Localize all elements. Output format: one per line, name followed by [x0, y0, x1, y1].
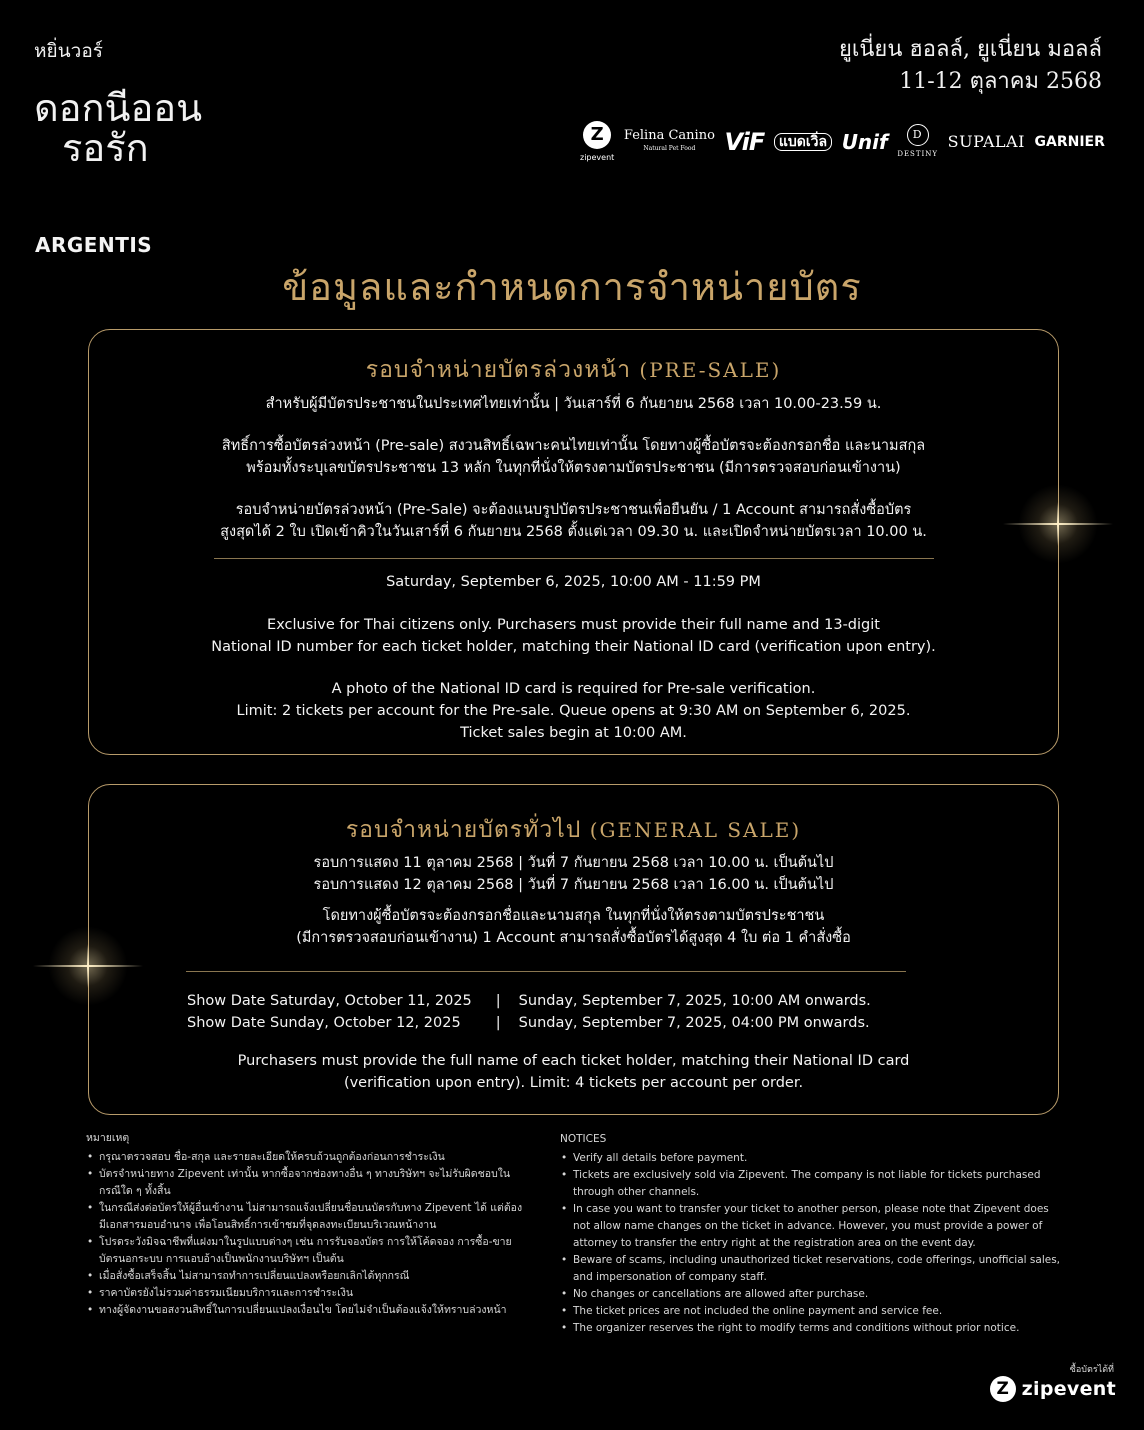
sponsor-vif-logo: ViF — [724, 128, 765, 156]
sponsor-logos — [580, 118, 1105, 166]
list-item: • Tickets are exclusively sold via Zipevent. The company is not liable for tickets purchased through other channels. — [560, 1167, 1065, 1201]
list-item: • ในกรณีส่งต่อบัตรให้ผู้อื่นเข้างาน ไม่สามารถแจ้งเปลี่ยนชื่อบนบัตรกับทาง Zipevent ได้ แต่ต้องมีเอกสารมอบอำนาจ เพื่อโอนสิทธิ์การเข้าชมที่จุดลงทะเบียนบริเวณหน้างาน — [86, 1200, 526, 1234]
general-th-schedule: รอบการแสดง 11 ตุลาคม 2568 | วันที่ 7 กันยายน 2568 เวลา 10.00 น. เป็นต้นไป รอบการแสดง 12 ตุลาคม 2568 | วันที่ 7 กันยายน 2568 เวลา 16.00 น. เป็นต้นไป — [313, 855, 834, 893]
show-logo-line1: ดอกนีออน — [34, 86, 203, 130]
general-en-schedule — [187, 990, 871, 1034]
general-th-paragraph: โดยทางผู้ซื้อบัตรจะต้องกรอกชื่อและนามสกุล ในทุกที่นั่งให้ตรงตามบัตรประชาชน (มีการตรวจสอบก่อนเข้างาน) 1 Account สามารถสั่งซื้อบัตรได้สูงสุด 4 ใบ ต่อ 1 คำสั่งซื้อ — [296, 908, 851, 946]
list-item: • The organizer reserves the right to modify terms and conditions without prior notice. — [560, 1320, 1065, 1337]
sponsor-zipevent-logo: Z zipevent — [580, 121, 614, 164]
show-logo — [34, 88, 224, 168]
sponsor-bad-logo: แบดเวิ่ล — [774, 133, 832, 151]
list-item: • เมื่อสั่งซื้อเสร็จสิ้น ไม่สามารถทำการเปลี่ยนแปลงหรือยกเลิกได้ทุกกรณี — [86, 1268, 526, 1285]
show-logo-line2: รอรัก — [62, 126, 149, 170]
zipevent-icon: Z — [990, 1376, 1016, 1402]
sponsor-supalai-logo: SUPALAI — [947, 132, 1025, 151]
list-item: • กรุณาตรวจสอบ ชื่อ-สกุล และรายละเอียดให้ครบถ้วนถูกต้องก่อนการชำระเงิน — [86, 1149, 526, 1166]
general-sale-box — [88, 784, 1059, 1115]
list-item: • ราคาบัตรยังไม่รวมค่าธรรมเนียมบริการและการชำระเงิน — [86, 1285, 526, 1302]
general-en-paragraph: Purchasers must provide the full name of each ticket holder, matching their National ID card (verification upon entry). Limit: 4 tickets per account per order. — [237, 1053, 910, 1091]
page-title: ข้อมูลและกำหนดการจำหน่ายบัตร — [282, 265, 862, 309]
event-date: 11-12 ตุลาคม 2568 — [899, 69, 1102, 94]
schedule-row: Show Date Saturday, October 11, 2025 | Sunday, September 7, 2025, 10:00 AM onwards. — [187, 993, 871, 1009]
list-item: • The ticket prices are not included the online payment and service fee. — [560, 1303, 1065, 1320]
sponsor-unif-logo: Unif — [841, 130, 888, 154]
presale-th-paragraph-1: สิทธิ์การซื้อบัตรล่วงหน้า (Pre-sale) สงวนสิทธิ์เฉพาะคนไทยเท่านั้น โดยทางผู้ซื้อบัตรจะต้องกรอกชื่อ และนามสกุล พร้อมทั้งระบุเลขบัตรประชาชน 13 หลัก ในทุกที่นั่งให้ตรงตามบัตรประชาชน (มีการตรวจสอบก่อนเข้างาน) — [221, 438, 926, 476]
list-item: • Verify all details before payment. — [560, 1150, 1065, 1167]
presale-th-paragraph-2: รอบจำหน่ายบัตรล่วงหน้า (Pre-Sale) จะต้องแนบรูปบัตรประชาชนเพื่อยืนยัน / 1 Account สามารถสั่งซื้อบัตร สูงสุดได้ 2 ใบ เปิดเข้าคิวในวันเสาร์ที่ 6 กันยายน 2568 ตั้งแต่เวลา 09.30 น. และเปิดจำหน่ายบัตรเวลา 10.00 น. — [220, 502, 927, 540]
zipevent-logo[interactable] — [990, 1376, 1116, 1402]
zipevent-wordmark: zipevent — [1021, 1378, 1116, 1400]
presale-title: รอบจำหน่ายบัตรล่วงหน้า (PRE-SALE) — [365, 357, 782, 383]
organizer-logo: ARGENTIS — [35, 233, 153, 257]
buy-at-label: ซื้อบัตรได้ที่ — [1069, 1365, 1114, 1375]
presale-th-line: สำหรับผู้มีบัตรประชาชนในประเทศไทยเท่านั้น | วันเสาร์ที่ 6 กันยายน 2568 เวลา 10.00-23.59 น. — [265, 396, 882, 412]
general-sale-title: รอบจำหน่ายบัตรทั่วไป (GENERAL SALE) — [345, 817, 802, 843]
list-item: • No changes or cancellations are allowed after purchase. — [560, 1286, 1065, 1303]
notes-thai — [86, 1130, 526, 1319]
notes-english-heading: NOTICES — [560, 1133, 607, 1145]
sponsor-felina-canino-logo: Felina Canino Natural Pet Food — [623, 128, 715, 152]
list-item: • โปรดระวังมิจฉาชีพที่แฝงมาในรูปแบบต่างๆ เช่น การรับจองบัตร การให้โค้ดจอง การซื้อ-ขาย บัตรนอกระบบ การแอบอ้างเป็นพนักงานบริษัทฯ เป็นต้น — [86, 1234, 526, 1268]
divider — [214, 558, 934, 559]
venue-block — [839, 34, 1102, 98]
presale-en-paragraph-2: A photo of the National ID card is required for Pre-sale verification. Limit: 2 tickets per account for the Pre-sale. Queue opens at 9:30 AM on September 6, 2025. Ticket sales begin at 10:00 AM. — [236, 681, 911, 741]
divider — [186, 971, 906, 972]
presale-en-paragraph-1: Exclusive for Thai citizens only. Purchasers must provide their full name and 13-digit National ID number for each ticket holder, matching their National ID card (verification upon entry). — [211, 617, 936, 655]
notes-thai-heading: หมายเหตุ — [86, 1132, 130, 1144]
sponsor-garnier-logo: GARNIER — [1034, 134, 1105, 150]
list-item: • Beware of scams, including unauthorized ticket reservations, code offerings, unofficial sales, and impersonation of company staff. — [560, 1252, 1065, 1286]
venue-name: ยูเนี่ยน ฮอลล์, ยูเนี่ยน มอลล์ — [838, 37, 1102, 62]
sponsor-destiny-logo: D DESTINY — [897, 124, 938, 160]
notes-english — [560, 1131, 1065, 1337]
list-item: • In case you want to transfer your ticket to another person, please note that Zipevent does not allow name changes on the ticket in advance. However, you must provide a power of attorney to transfer the entry right at the registration area on the event day. — [560, 1201, 1065, 1252]
list-item: • ทางผู้จัดงานขอสงวนสิทธิ์ในการเปลี่ยนแปลงเงื่อนไข โดยไม่จำเป็นต้องแจ้งให้ทราบล่วงหน้า — [86, 1302, 526, 1319]
presale-box — [88, 329, 1059, 755]
presale-en-date: Saturday, September 6, 2025, 10:00 AM - 11:59 PM — [386, 574, 761, 590]
list-item: • บัตรจำหน่ายทาง Zipevent เท่านั้น หากซื้อจากช่องทางอื่น ๆ ทางบริษัทฯ จะไม่รับผิดชอบในกรณีใด ๆ ทั้งสิ้น — [86, 1166, 526, 1200]
schedule-row: Show Date Sunday, October 12, 2025 | Sunday, September 7, 2025, 04:00 PM onwards. — [187, 1015, 870, 1031]
brand-small-title: หยิ่นวอร์ — [34, 40, 103, 62]
